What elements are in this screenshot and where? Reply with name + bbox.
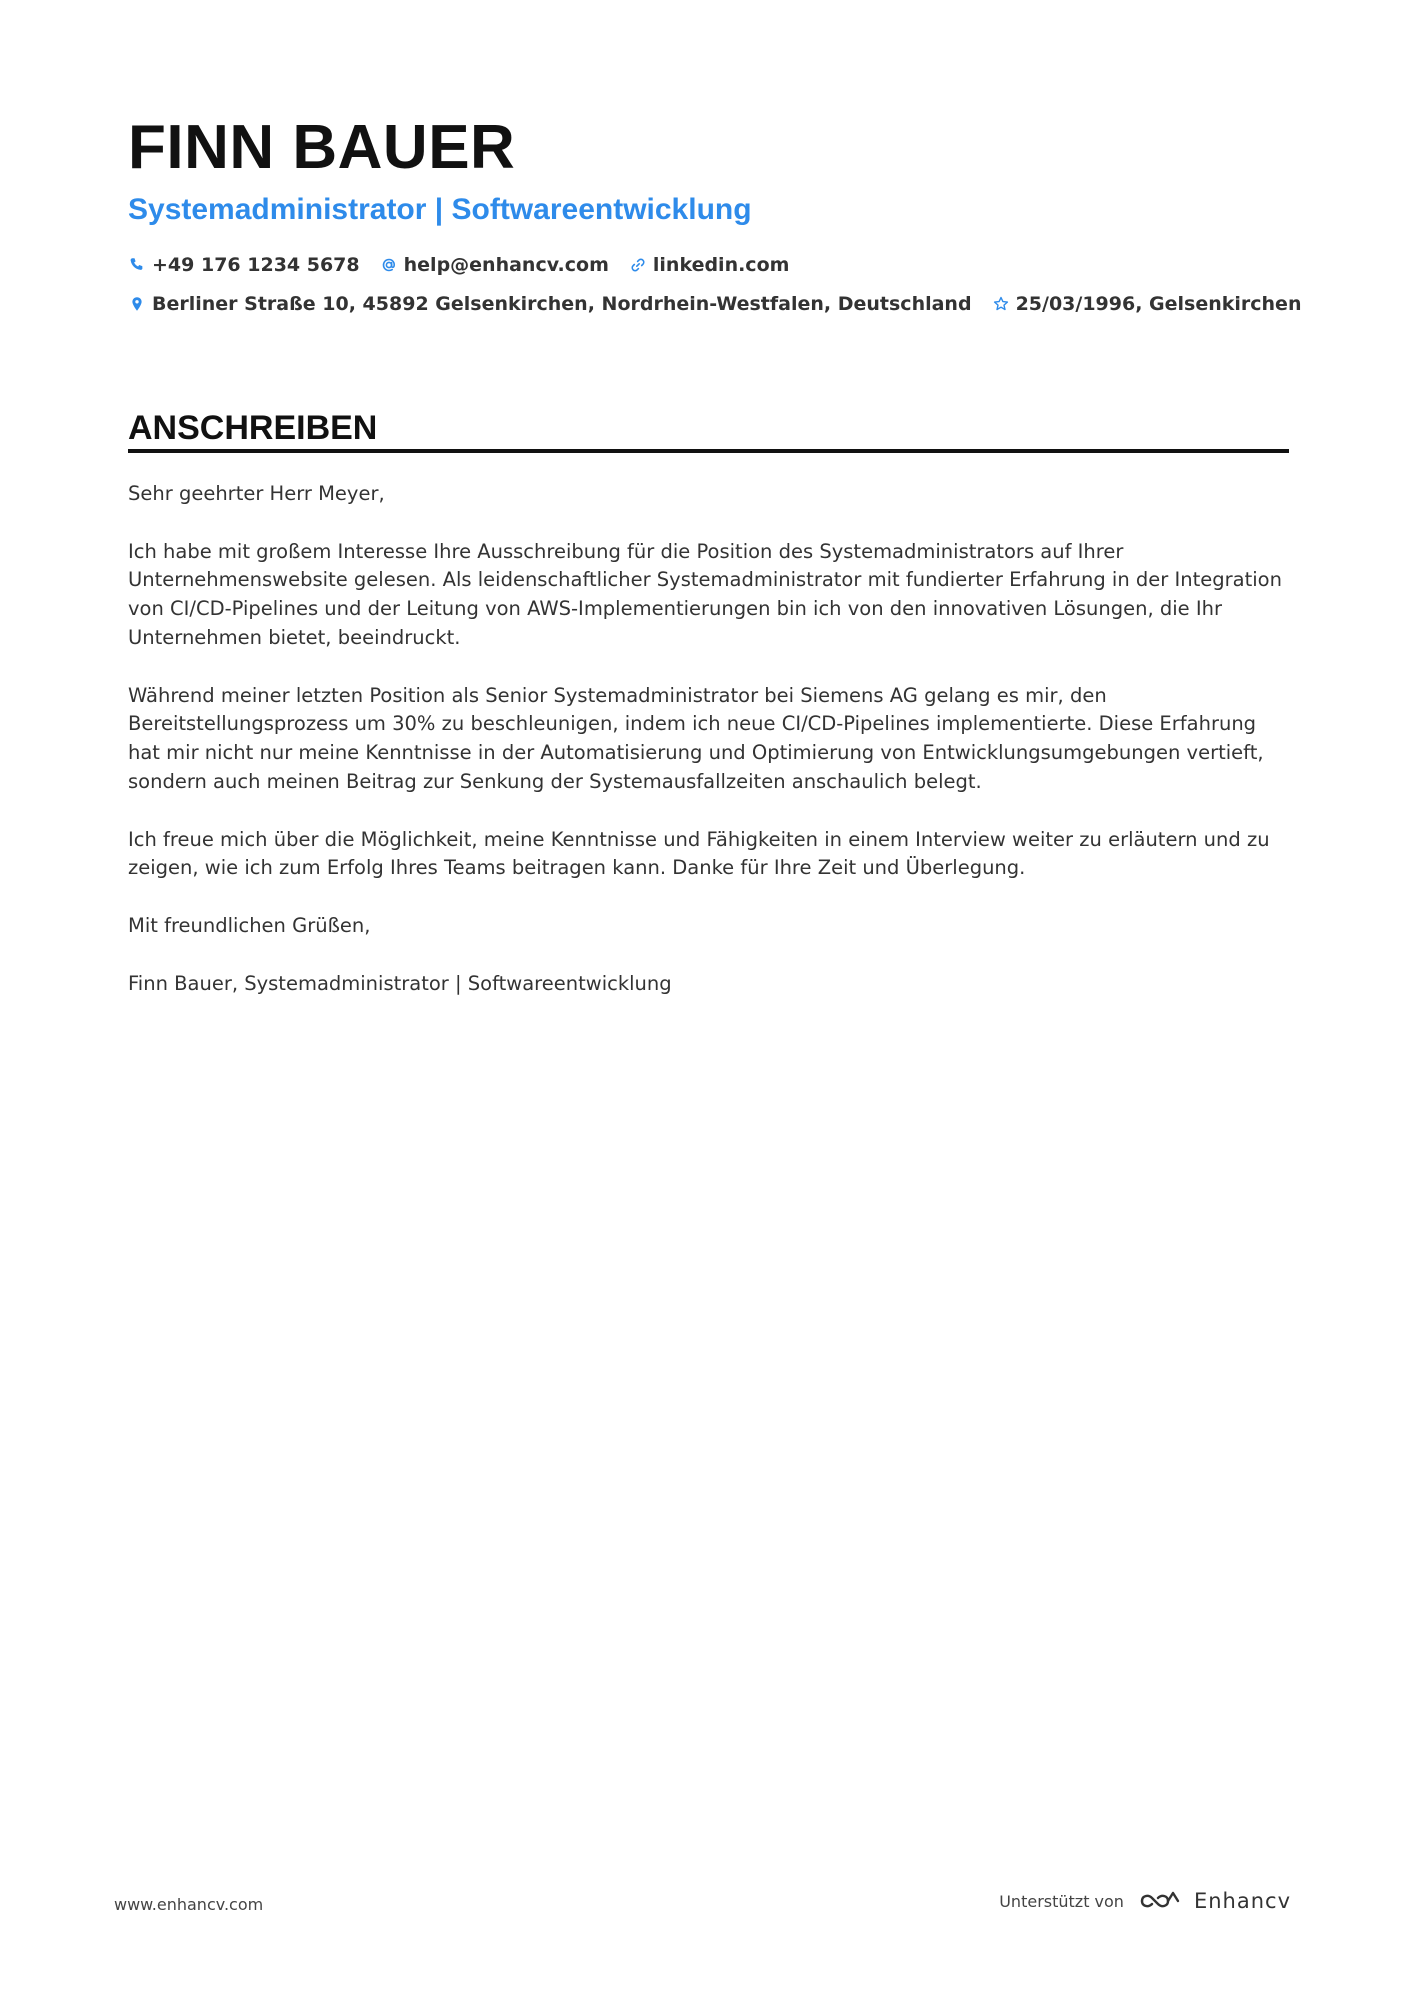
contact-email-text: help@enhancv.com [403, 254, 609, 276]
letter-salutation: Sehr geehrter Herr Meyer, [128, 482, 385, 505]
contact-address [128, 293, 972, 315]
contact-phone[interactable] [128, 254, 360, 276]
contact-linkedin[interactable] [629, 254, 790, 276]
location-pin-icon [128, 295, 146, 313]
footer-powered-by: Unterstützt von [999, 1891, 1124, 1911]
footer-brand-name: Enhancv [1193, 1889, 1291, 1913]
letter-paragraph: Ich habe mit großem Interesse Ihre Ausschreibung für die Position des Systemadministrators auf Ihrer Unternehmenswebsite gelesen. Als leidenschaftlicher Systemadministrator mit fundierter Erfahrung in der Integration von CI/CD-Pipelines und der Leitung von AWS-Implementierungen bin ich von den innovativen Lösungen, die Ihr Unternehmen bietet, beeindruckt. [128, 539, 1282, 649]
letter-signature: Finn Bauer, Systemadministrator | Softwareentwicklung [128, 971, 672, 995]
contact-address-text: Berliner Straße 10, 45892 Gelsenkirchen, Nordrhein-Westfalen, Deutschland [152, 293, 972, 315]
contact-row-secondary [128, 293, 1321, 315]
contact-birth-text: 25/03/1996, Gelsenkirchen [1015, 293, 1302, 315]
letter-body [128, 480, 1293, 1027]
candidate-name: FINN BAUER [128, 113, 516, 182]
section-title: ANSCHREIBEN [128, 409, 378, 447]
enhancv-logo-icon [1136, 1887, 1184, 1915]
candidate-headline: Systemadministrator | Softwareentwicklung [128, 193, 752, 226]
star-icon [992, 295, 1010, 313]
contact-phone-text: +49 176 1234 5678 [152, 254, 360, 276]
at-icon [380, 256, 398, 274]
link-icon [629, 256, 647, 274]
contact-birth [992, 293, 1302, 315]
contact-email[interactable] [380, 254, 609, 276]
footer-branding[interactable] [999, 1887, 1291, 1915]
section-divider [128, 449, 1289, 453]
contact-row-primary [128, 254, 809, 276]
letter-paragraph: Ich freue mich über die Möglichkeit, meine Kenntnisse und Fähigkeiten in einem Interview weiter zu erläutern und zu zeigen, wie ich zum Erfolg Ihres Teams beitragen kann. Danke für Ihre Zeit und Überlegung. [128, 827, 1270, 880]
contact-linkedin-text: linkedin.com [652, 254, 790, 276]
letter-closing: Mit freundlichen Grüßen, [128, 913, 371, 937]
phone-icon [128, 256, 146, 274]
letter-paragraph: Während meiner letzten Position als Senior Systemadministrator bei Siemens AG gelang es mir, den Bereitstellungsprozess um 30% zu beschleunigen, indem ich neue CI/CD-Pipelines implementierte. Diese Erfahrung hat mir nicht nur meine Kenntnisse in der Automatisierung und Optimierung von Entwicklungsumgebungen vertieft, sondern auch meinen Beitrag zur Senkung der Systemausfallzeiten anschaulich belegt. [128, 683, 1264, 793]
footer-website-link[interactable]: www.enhancv.com [114, 1895, 264, 1914]
